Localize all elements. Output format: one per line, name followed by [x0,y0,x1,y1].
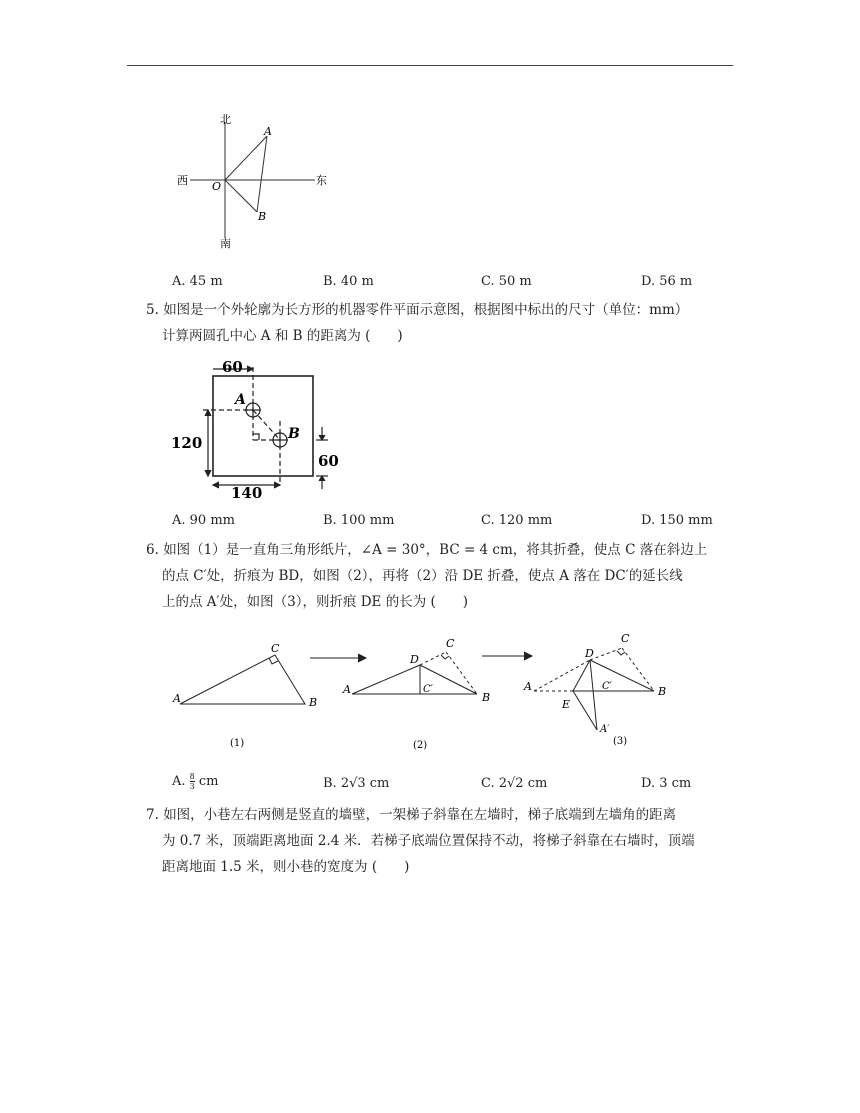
fig2-label-cprime: C′ [423,684,433,695]
origin-label: O [212,180,222,193]
point-a-label: A [264,125,272,138]
fig2-label-d: D [410,653,419,666]
fig3-label-a: A [524,680,532,693]
q6-option-a[interactable]: A. $\frac{8}{3}$ cm [172,772,219,791]
hole-a-label: A [235,392,246,408]
fig1-caption: (1) [230,738,245,749]
q6-line-1: 6. 如图（1）是一直角三角形纸片，∠A = 30°，BC = 4 cm，将其折叠，使点 C 落在斜边上 [146,542,708,558]
question-7 [146,802,746,882]
compass-figure [170,108,340,256]
q4-option-c[interactable]: C. 50 m [481,274,532,289]
south-label: 南 [220,237,231,250]
question-5 [146,297,746,357]
folding-triangles-figure [170,628,710,754]
q6-option-c[interactable]: C. 2√2 cm [481,776,548,791]
q4-option-a[interactable]: A. 45 m [172,274,223,289]
question-6 [146,537,746,617]
q5-option-a[interactable]: A. 90 mm [172,513,235,528]
q7-line-1: 7. 如图，小巷左右两侧是竖直的墙壁，一架梯子斜靠在左墙时，梯子底端到左墙角的距离 [146,807,677,823]
fig3-caption: (3) [613,736,628,747]
q6-option-d[interactable]: D. 3 cm [641,776,692,791]
header-rule [127,65,733,66]
q5-option-d[interactable]: D. 150 mm [641,513,713,528]
q6-line-2: 的点 C′处，折痕为 BD，如图（2），再将（2）沿 DE 折叠，使点 A 落在 DC′的延长线 [162,568,683,584]
fraction: $\frac{8}{3}$ [189,772,195,791]
fig3-label-e: E [562,698,571,711]
dim-top-label: 60 [222,358,243,376]
q7-line-3: 距离地面 1.5 米，则小巷的宽度为 ( ) [162,859,410,875]
east-label: 东 [316,174,327,187]
fig3-label-d: D [585,647,594,660]
fig3-label-aprime: A′ [600,724,610,735]
fig2-label-b: B [482,691,491,704]
dim-bottom-label: 140 [231,484,263,502]
q4-option-d[interactable]: D. 56 m [641,274,693,289]
q5-option-c[interactable]: C. 120 mm [481,513,553,528]
fig3-label-cprime: C′ [602,681,612,692]
north-label: 北 [220,113,231,126]
q6-line-3: 上的点 A′处，如图（3），则折痕 DE 的长为 ( ) [162,594,469,610]
fig2-label-a: A [343,683,351,696]
q6-option-b[interactable]: B. 2√3 cm [323,776,390,791]
dim-left-label: 120 [171,434,203,452]
west-label: 西 [177,174,188,187]
fig2-caption: (2) [413,740,428,751]
fig1-label-a: A [173,692,181,705]
q5-line-2: 计算两圆孔中心 A 和 B 的距离为 ( ) [162,328,403,344]
fig1-label-b: B [309,696,318,709]
q5-option-b[interactable]: B. 100 mm [323,513,395,528]
q5-line-1: 5. 如图是一个外轮廓为长方形的机器零件平面示意图，根据图中标出的尺寸（单位：mm） [146,302,689,318]
hole-b-label: B [288,426,300,442]
fig1-label-c: C [271,642,280,655]
fig2-label-c: C [446,637,455,650]
q4-option-b[interactable]: B. 40 m [323,274,374,289]
fig3-label-b: B [658,685,667,698]
dim-right-label: 60 [318,452,339,470]
point-b-label: B [258,210,267,223]
machine-part-figure [168,355,348,503]
q7-line-2: 为 0.7 米，顶端距离地面 2.4 米．若梯子底端位置保持不动，将梯子斜靠在右墙时，顶端 [162,833,695,849]
fig3-label-c: C [621,632,630,645]
